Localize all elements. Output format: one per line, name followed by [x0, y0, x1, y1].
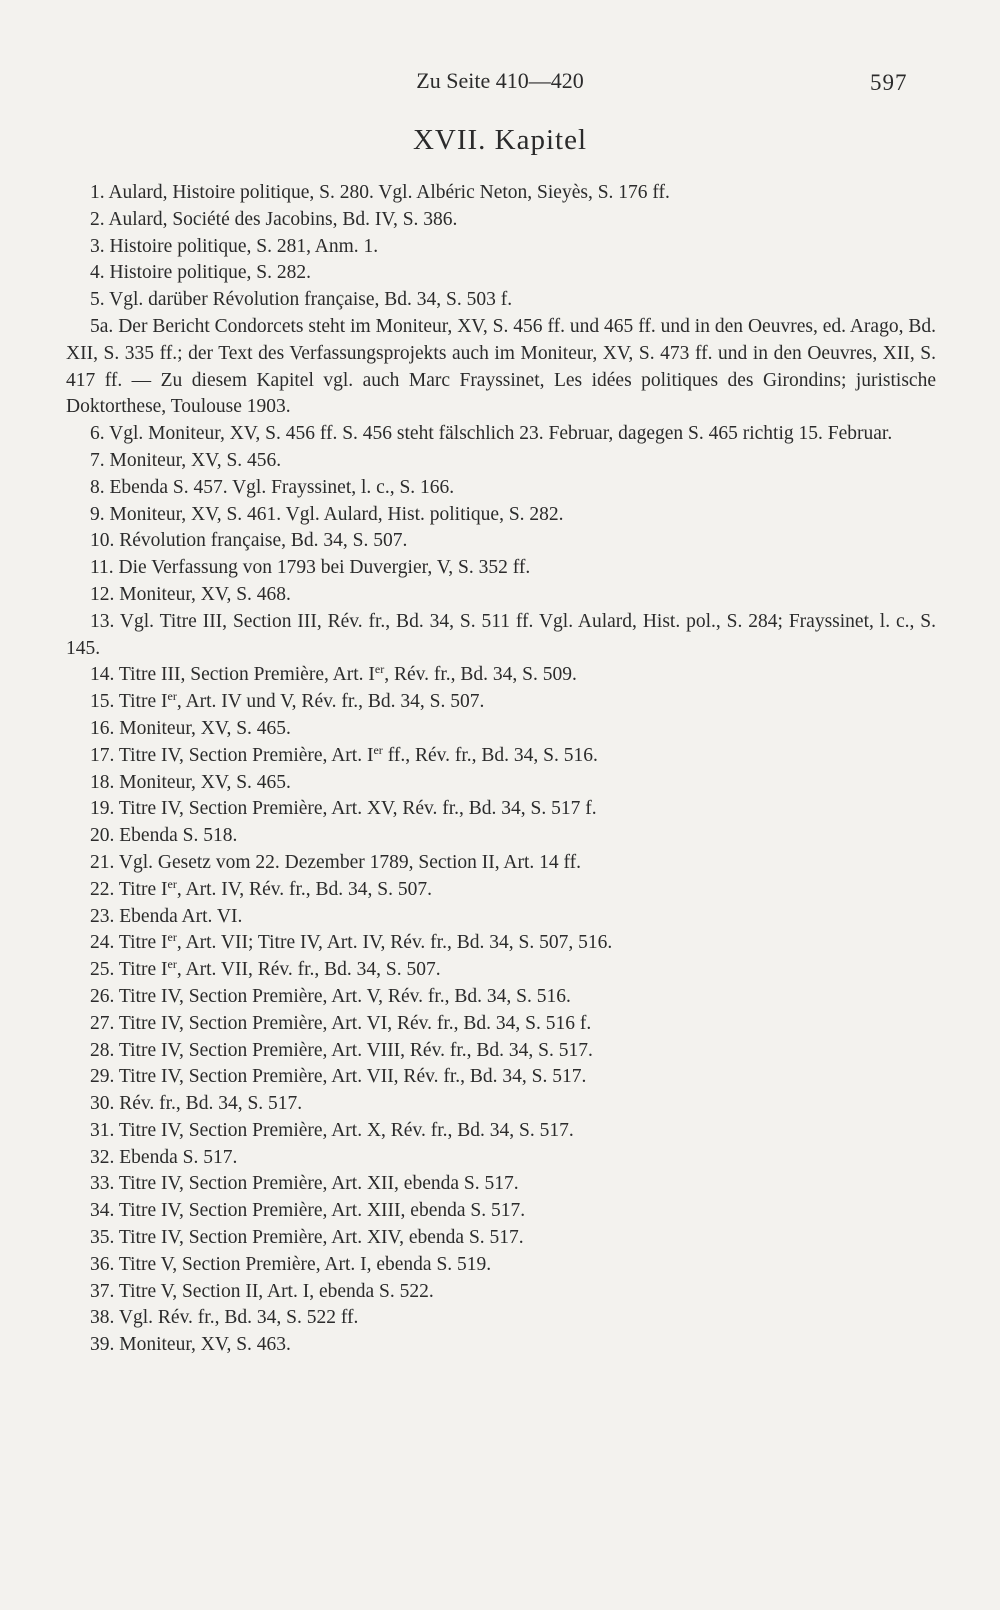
endnote: [66, 260, 936, 287]
endnote-text: Histoire politique, S. 281, Anm. 1.: [109, 235, 379, 257]
chapter-title: XVII. Kapitel: [412, 124, 588, 156]
endnote-number: 20.: [90, 825, 115, 847]
endnote: [66, 234, 936, 261]
endnote-number: 4.: [90, 262, 105, 284]
endnote-number: 29.: [90, 1066, 115, 1088]
endnote-number: 36.: [90, 1253, 115, 1275]
endnote: [66, 555, 936, 582]
endnote-text: Révolution française, Bd. 34, S. 507.: [119, 530, 408, 552]
endnote-number: 9.: [90, 503, 105, 525]
endnote: [66, 287, 936, 314]
endnote: [66, 1064, 936, 1091]
endnote-number: 15.: [90, 691, 115, 713]
endnote-text: Moniteur, XV, S. 465.: [119, 717, 291, 739]
endnote: [66, 743, 936, 770]
endnote: [66, 662, 936, 689]
endnote: [66, 1038, 936, 1065]
endnote-text: Moniteur, XV, S. 468.: [119, 583, 291, 605]
endnote: [66, 582, 936, 609]
endnote-number: 18.: [90, 771, 115, 793]
endnote-text: Aulard, Société des Jacobins, Bd. IV, S. 386.: [108, 208, 458, 230]
endnote-number: 34.: [90, 1200, 115, 1222]
endnote-number: 5a.: [90, 315, 114, 337]
endnote-text: Vgl. Rév. fr., Bd. 34, S. 522 ff.: [118, 1307, 359, 1329]
endnote-number: 21.: [90, 851, 115, 873]
endnote-text: Ebenda S. 517.: [119, 1146, 238, 1168]
endnote-text: Vgl. Titre III, Section III, Rév. fr., Bd. 34, S. 511 ff. Vgl. Aulard, Hist. pol., S. 284; Frayssinet, l. c., S. 145.: [66, 610, 936, 659]
endnote-number: 32.: [90, 1146, 115, 1168]
endnote-number: 5.: [90, 289, 105, 311]
endnote: [66, 796, 936, 823]
endnote-number: 26.: [90, 985, 115, 1007]
endnote: [66, 1198, 936, 1225]
endnote-text: Die Verfassung von 1793 bei Duvergier, V, S. 352 ff.: [118, 557, 531, 579]
endnote-number: 10.: [90, 530, 115, 552]
endnote: [66, 904, 936, 931]
endnote-text: Titre IV, Section Première, Art. XIV, ebenda S. 517.: [118, 1227, 524, 1249]
endnote-number: 39.: [90, 1334, 115, 1356]
endnote-text: Moniteur, XV, S. 463.: [119, 1334, 291, 1356]
endnote: [66, 1305, 936, 1332]
endnote: [66, 421, 936, 448]
endnote-text: Ebenda S. 518.: [119, 825, 238, 847]
endnote-number: 24.: [90, 932, 115, 954]
endnote-number: 13.: [90, 610, 115, 632]
endnote-text: Ebenda Art. VI.: [119, 905, 243, 927]
endnote-text: Titre V, Section II, Art. I, ebenda S. 522.: [118, 1280, 434, 1302]
endnote: [66, 1171, 936, 1198]
endnote-text: Titre IV, Section Première, Art. X, Rév. fr., Bd. 34, S. 517.: [118, 1119, 574, 1141]
endnote: [66, 1011, 936, 1038]
endnote-text: Ebenda S. 457. Vgl. Frayssinet, l. c., S. 166.: [109, 476, 455, 498]
endnote-number: 3.: [90, 235, 105, 257]
endnote: [66, 475, 936, 502]
endnote-text: Titre IV, Section Première, Art. Ier ff., Rév. fr., Bd. 34, S. 516.: [118, 742, 598, 766]
endnote-number: 14.: [90, 664, 115, 686]
endnote-number: 17.: [90, 744, 115, 766]
endnote-text: Titre Ier, Art. VII, Rév. fr., Bd. 34, S. 507.: [118, 957, 441, 981]
endnote: [66, 984, 936, 1011]
endnote-text: Titre Ier, Art. IV, Rév. fr., Bd. 34, S. 507.: [118, 876, 432, 900]
endnote-text: Titre IV, Section Première, Art. VII, Rév. fr., Bd. 34, S. 517.: [118, 1066, 587, 1088]
endnote-number: 31.: [90, 1119, 115, 1141]
endnote-text: Titre V, Section Première, Art. I, ebenda S. 519.: [118, 1253, 492, 1275]
endnote-text: Vgl. Gesetz vom 22. Dezember 1789, Section II, Art. 14 ff.: [118, 851, 582, 873]
endnote-number: 8.: [90, 476, 105, 498]
endnote-text: Moniteur, XV, S. 465.: [119, 771, 291, 793]
endnote: [66, 1332, 936, 1359]
endnote-number: 16.: [90, 717, 115, 739]
endnote-text: Aulard, Histoire politique, S. 280. Vgl. Albéric Neton, Sieyès, S. 176 ff.: [108, 182, 670, 203]
endnote-number: 35.: [90, 1227, 115, 1249]
endnote-number: 11.: [90, 557, 114, 579]
endnote-number: 37.: [90, 1280, 115, 1302]
endnotes-list: [66, 180, 936, 1359]
endnote-text: Vgl. Moniteur, XV, S. 456 ff. S. 456 steht fälschlich 23. Februar, dagegen S. 465 richtig 15. Februar.: [109, 423, 893, 445]
endnote-number: 2.: [90, 208, 105, 230]
endnote-text: Titre Ier, Art. VII; Titre IV, Art. IV, Rév. fr., Bd. 34, S. 507, 516.: [118, 930, 613, 954]
endnote: [66, 528, 936, 555]
endnote: [66, 877, 936, 904]
endnote-text: Titre IV, Section Première, Art. VIII, Rév. fr., Bd. 34, S. 517.: [118, 1039, 593, 1061]
endnote: [66, 207, 936, 234]
endnote-text: Titre Ier, Art. IV und V, Rév. fr., Bd. 34, S. 507.: [118, 689, 485, 713]
endnote: [66, 716, 936, 743]
endnote-number: 33.: [90, 1173, 115, 1195]
page-number: 597: [870, 70, 908, 95]
endnote: [66, 1225, 936, 1252]
endnote-text: Vgl. darüber Révolution française, Bd. 34, S. 503 f.: [109, 289, 513, 311]
endnote-number: 38.: [90, 1307, 115, 1329]
endnote: [66, 448, 936, 475]
endnote-text: Titre IV, Section Première, Art. XII, ebenda S. 517.: [118, 1173, 519, 1195]
endnote-text: Der Bericht Condorcets steht im Moniteur, XV, S. 456 ff. und 465 ff. und in den Oeuvres, ed. Arago, Bd. XII, S. 335 ff.; der Text des Verfassungsprojekts auch im Moniteur, XV, S. 473 ff. und in den Oeuvres, XII, S. 417 ff. — Zu diesem Kapitel vgl. auch Marc Frayssinet, Les idées politiques des Girondins; juristische Doktorthese, Toulouse 1903.: [66, 315, 937, 418]
endnote: [66, 689, 936, 716]
endnote: [66, 502, 936, 529]
endnote-number: 30.: [90, 1093, 115, 1115]
endnote: [66, 850, 936, 877]
endnote: [66, 1279, 936, 1306]
endnote-text: Moniteur, XV, S. 461. Vgl. Aulard, Hist. politique, S. 282.: [109, 503, 564, 525]
endnote: [66, 770, 936, 797]
endnote-number: 19.: [90, 798, 115, 820]
endnote-number: 1.: [90, 182, 105, 203]
endnote-number: 27.: [90, 1012, 115, 1034]
running-head: Zu Seite 410—420: [416, 68, 584, 93]
endnote-text: Rév. fr., Bd. 34, S. 517.: [119, 1093, 303, 1115]
endnote: [66, 1252, 936, 1279]
endnote-text: Histoire politique, S. 282.: [109, 262, 311, 284]
endnote: [66, 930, 936, 957]
endnote-number: 23.: [90, 905, 115, 927]
endnote: [66, 823, 936, 850]
endnote: [66, 957, 936, 984]
endnote-number: 7.: [90, 449, 105, 471]
endnote-text: Titre IV, Section Première, Art. V, Rév. fr., Bd. 34, S. 516.: [118, 985, 571, 1007]
endnote-text: Titre IV, Section Première, Art. VI, Rév. fr., Bd. 34, S. 516 f.: [118, 1012, 592, 1034]
endnote: [66, 180, 936, 207]
endnote-text: Titre IV, Section Première, Art. XIII, ebenda S. 517.: [118, 1200, 526, 1222]
endnote: [66, 609, 936, 663]
endnote-text: Moniteur, XV, S. 456.: [109, 449, 282, 471]
endnote-number: 12.: [90, 583, 115, 605]
endnote-number: 6.: [90, 423, 105, 445]
endnote-text: Titre IV, Section Première, Art. XV, Rév. fr., Bd. 34, S. 517 f.: [118, 798, 597, 820]
endnote-number: 22.: [90, 878, 115, 900]
endnote: [66, 1091, 936, 1118]
endnote-number: 28.: [90, 1039, 115, 1061]
endnote-number: 25.: [90, 959, 115, 981]
endnote: [66, 1145, 936, 1172]
endnote: [66, 1118, 936, 1145]
endnote: [66, 314, 936, 421]
endnote-text: Titre III, Section Première, Art. Ier, Rév. fr., Bd. 34, S. 509.: [118, 662, 577, 686]
